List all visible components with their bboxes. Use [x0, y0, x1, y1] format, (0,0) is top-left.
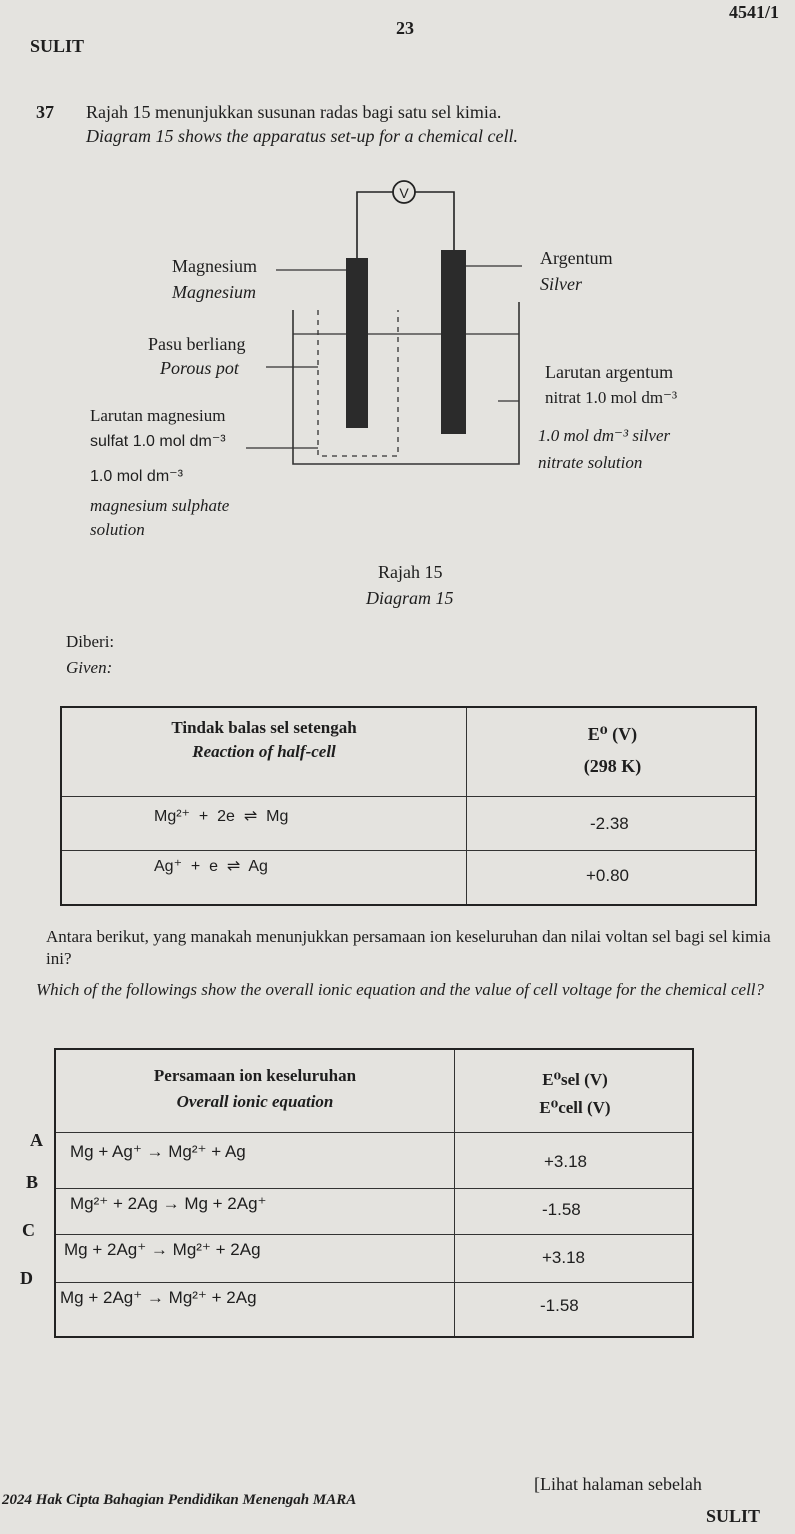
label-silver-ms: Argentum [540, 248, 613, 268]
paper-code: 4541/1 [729, 2, 780, 22]
label-mgso4-en-2: magnesium sulphate [90, 496, 230, 515]
half-cell-value-ag: +0.80 [586, 866, 630, 885]
copyright: 2024 Hak Cipta Bahagian Pendidikan Menengah MARA [2, 1492, 357, 1508]
options-header-en: Overall ionic equation [176, 1092, 334, 1111]
option-c-value: +3.18 [542, 1248, 586, 1267]
options-header-ms: Persamaan ion keseluruhan [153, 1066, 357, 1085]
label-magnesium-en: Magnesium [172, 282, 256, 302]
option-a-value: +3.18 [544, 1152, 588, 1171]
question-number: 37 [36, 102, 54, 122]
silver-electrode [441, 250, 466, 434]
label-mgso4-en-1: 1.0 mol dm⁻³ [90, 468, 183, 485]
label-agno3-ms-1: Larutan argentum [545, 362, 674, 382]
option-c-letter[interactable]: C [22, 1220, 35, 1240]
option-d-letter[interactable]: D [20, 1268, 33, 1288]
option-a-letter[interactable]: A [30, 1130, 43, 1150]
option-c-equation: Mg + 2Ag⁺ → Mg²⁺ + 2Ag [64, 1240, 261, 1259]
label-agno3-en-2: nitrate solution [538, 453, 643, 472]
half-cell-reaction-ag: Ag⁺ + e ⇌ Ag [154, 858, 268, 875]
prompt-en: Which of the followings show the overall ionic equation and the value of cell voltage for the chemical cell? [36, 980, 765, 999]
wire-left [357, 192, 393, 258]
caption-en: Diagram 15 [366, 588, 454, 608]
question-intro-ms: Rajah 15 menunjukkan susunan radas bagi satu sel kimia. [86, 102, 502, 122]
e0-header: E⁰ (V) [587, 724, 638, 744]
half-cell-header-en: Reaction of half-cell [192, 742, 336, 761]
given-label-en: Given: [66, 658, 113, 677]
page-number: 23 [396, 18, 414, 38]
label-porous-ms: Pasu berliang [148, 334, 246, 354]
wire-right [415, 192, 454, 250]
given-label-ms: Diberi: [66, 632, 115, 651]
label-agno3-ms-2: nitrat 1.0 mol dm⁻³ [545, 388, 678, 407]
option-b-value: -1.58 [542, 1200, 581, 1219]
option-d-equation: Mg + 2Ag⁺ → Mg²⁺ + 2Ag [60, 1288, 257, 1307]
sulit-bottom: SULIT [706, 1506, 761, 1526]
option-b-letter[interactable]: B [26, 1172, 39, 1192]
e0sel-header: E⁰sel (V) [542, 1070, 608, 1089]
temp-header: (298 K) [583, 756, 642, 776]
option-d-value: -1.58 [540, 1296, 579, 1315]
magnesium-electrode [346, 258, 368, 428]
half-cell-value-mg: -2.38 [590, 814, 629, 833]
beaker [293, 302, 519, 464]
e0cell-header: E⁰cell (V) [539, 1098, 611, 1117]
sulit-top: SULIT [30, 36, 85, 56]
label-porous-en: Porous pot [160, 358, 239, 378]
options-table [54, 1048, 694, 1338]
label-magnesium-ms: Magnesium [172, 256, 257, 276]
option-a-equation: Mg + Ag⁺ → Mg²⁺ + Ag [70, 1142, 246, 1161]
question-intro-en: Diagram 15 shows the apparatus set-up for a chemical cell. [86, 126, 518, 146]
svg-text:V: V [399, 185, 409, 201]
half-cell-header-ms: Tindak balas sel setengah [171, 718, 357, 737]
label-mgso4-ms-1: Larutan magnesium [90, 406, 226, 425]
half-cell-reaction-mg: Mg²⁺ + 2e ⇌ Mg [154, 808, 289, 825]
label-mgso4-en-3: solution [90, 520, 145, 539]
label-silver-en: Silver [540, 274, 582, 294]
option-b-equation: Mg²⁺ + 2Ag → Mg + 2Ag⁺ [70, 1194, 267, 1213]
next-page-note: [Lihat halaman sebelah [534, 1474, 702, 1494]
label-agno3-en-1: 1.0 mol dm⁻³ silver [538, 426, 671, 445]
label-mgso4-ms-2: sulfat 1.0 mol dm⁻³ [90, 433, 226, 450]
prompt-ms: Antara berikut, yang manakah menunjukkan persamaan ion keseluruhan dan nilai voltan sel bagi sel kimia ini? [46, 927, 771, 968]
caption-ms: Rajah 15 [378, 562, 443, 582]
half-cell-table [60, 706, 757, 906]
